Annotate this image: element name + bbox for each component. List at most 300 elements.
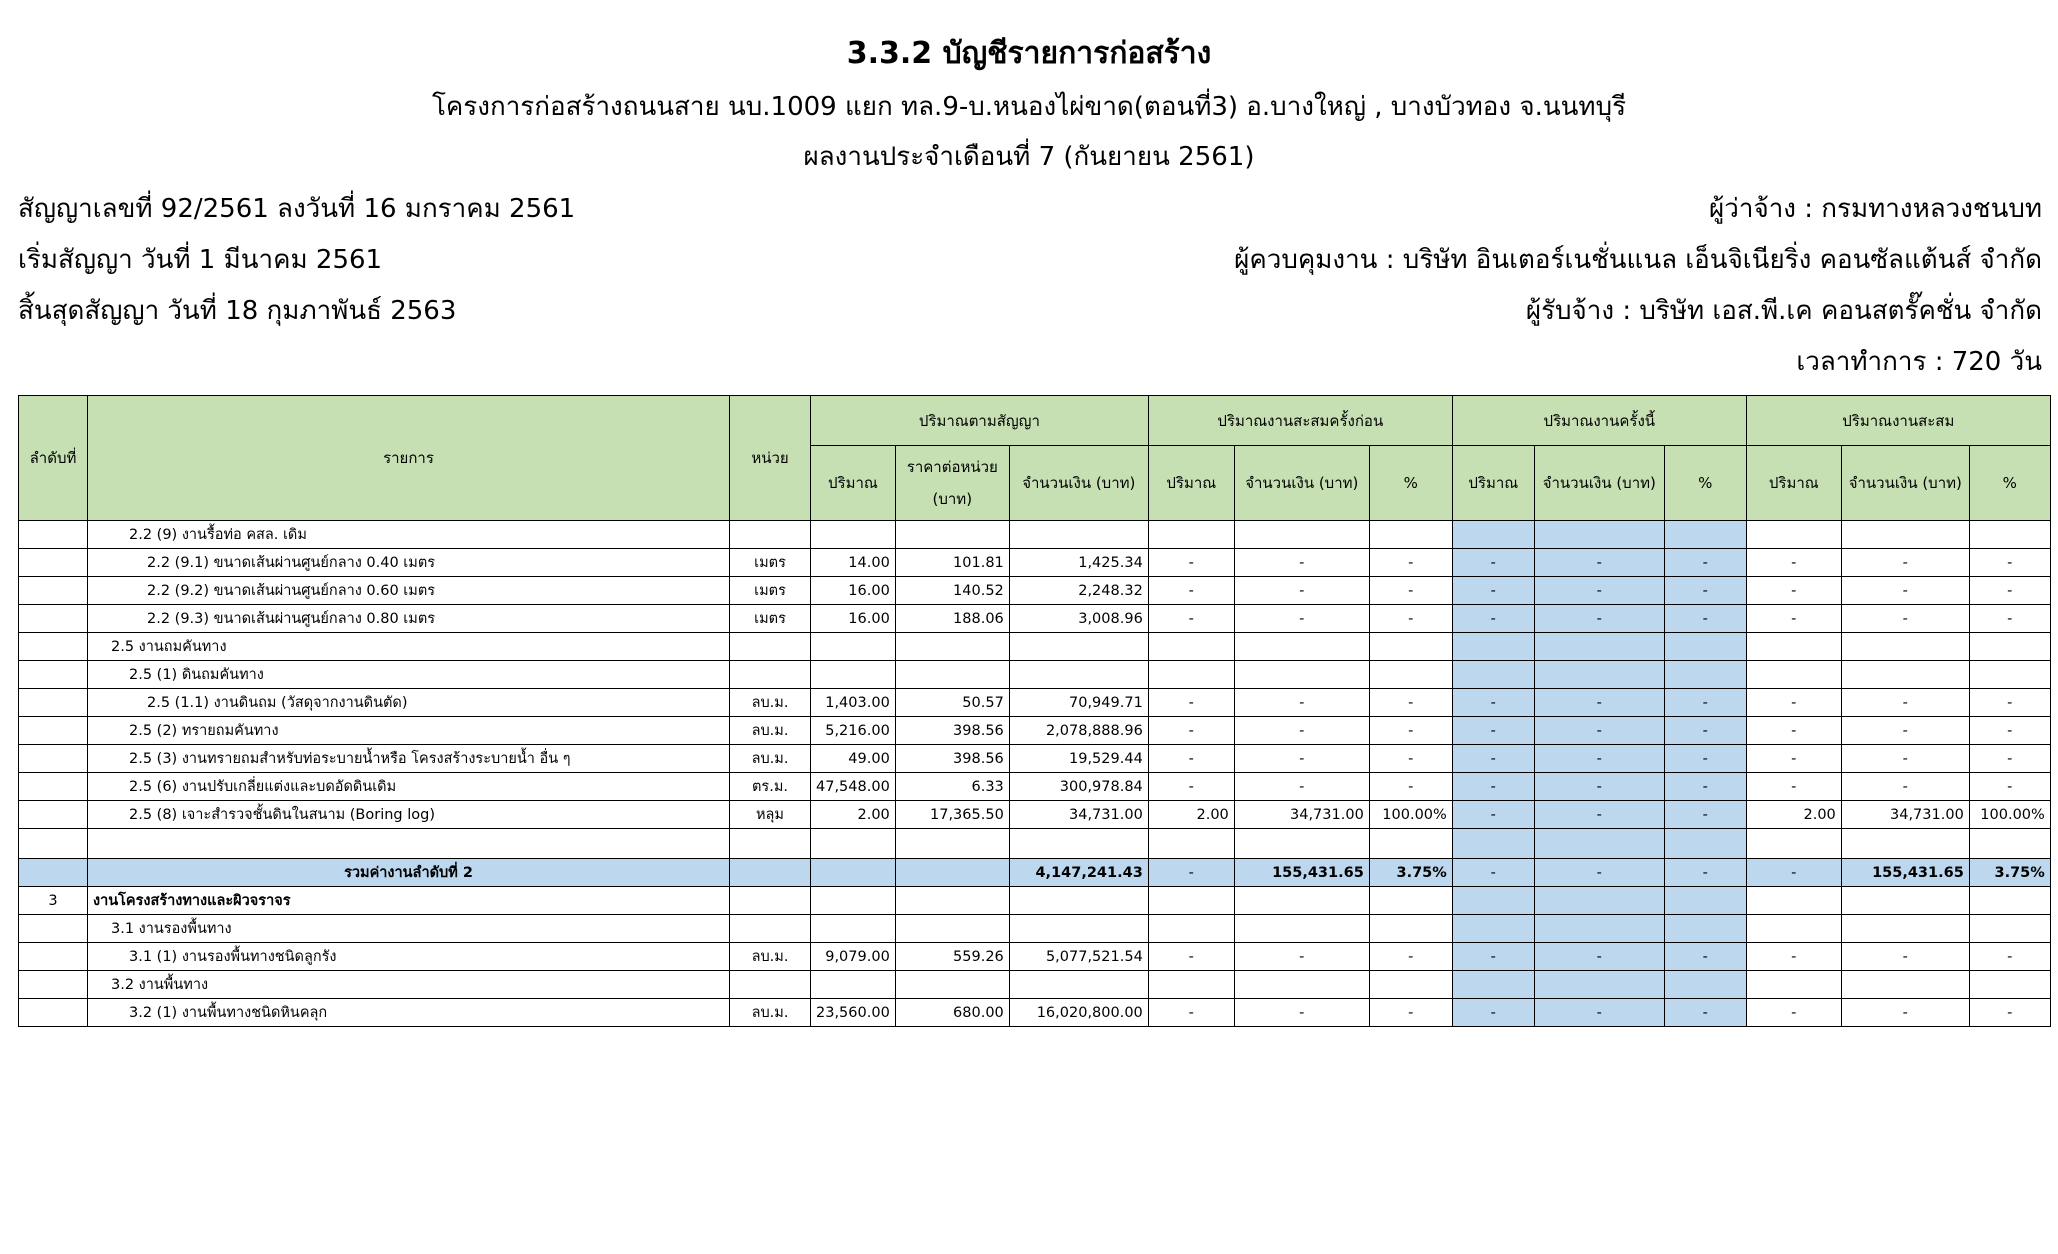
prev-amount-cell: - <box>1234 689 1369 717</box>
this-qty-cell: - <box>1452 801 1534 829</box>
unit-price-cell: 17,365.50 <box>895 801 1009 829</box>
this-percent-cell <box>1664 971 1746 999</box>
prev-amount-cell: - <box>1234 773 1369 801</box>
this-qty-cell: - <box>1452 689 1534 717</box>
cum-qty-cell: - <box>1746 773 1841 801</box>
supervisor: ผู้ควบคุมงาน : บริษัท อินเตอร์เนชั่นแนล เอ็นจิเนียริ่ง คอนซัลแต้นส์ จำกัด <box>1234 245 2042 275</box>
this-percent-cell: - <box>1664 859 1746 887</box>
prev-qty-cell <box>1148 971 1234 999</box>
table-row <box>19 829 2051 859</box>
construction-item-table <box>18 395 2051 1027</box>
cum-qty-cell <box>1746 661 1841 689</box>
this-qty-cell <box>1452 915 1534 943</box>
table-row <box>19 745 2051 773</box>
cum-percent-cell: - <box>1969 605 2050 633</box>
this-amount-cell <box>1534 971 1664 999</box>
this-qty-cell: - <box>1452 745 1534 773</box>
cum-qty-cell <box>1746 521 1841 549</box>
prev-qty-cell <box>1148 887 1234 915</box>
unit-price-cell: 188.06 <box>895 605 1009 633</box>
this-qty-cell <box>1452 661 1534 689</box>
prev-qty-cell: - <box>1148 773 1234 801</box>
item-cell: 2.2 (9.3) ขนาดเส้นผ่านศูนย์กลาง 0.80 เมตร <box>88 605 730 633</box>
header-cum-amount: จำนวนเงิน (บาท) <box>1841 446 1969 521</box>
unit-cell <box>730 661 811 689</box>
seq-cell <box>19 745 88 773</box>
seq-cell <box>19 915 88 943</box>
cum-amount-cell: - <box>1841 773 1969 801</box>
unit-cell: ลบ.ม. <box>730 999 811 1027</box>
this-amount-cell: - <box>1534 943 1664 971</box>
cum-percent-cell: - <box>1969 549 2050 577</box>
prev-qty-cell <box>1148 829 1234 859</box>
cum-qty-cell <box>1746 633 1841 661</box>
contract-qty-cell: 14.00 <box>811 549 896 577</box>
prev-amount-cell: - <box>1234 605 1369 633</box>
this-percent-cell <box>1664 633 1746 661</box>
cum-qty-cell: - <box>1746 689 1841 717</box>
this-percent-cell: - <box>1664 773 1746 801</box>
item-cell: 2.5 (6) งานปรับเกลี่ยแต่งและบดอัดดินเดิม <box>88 773 730 801</box>
table-row <box>19 801 2051 829</box>
header-prev-amount: จำนวนเงิน (บาท) <box>1234 446 1369 521</box>
cum-amount-cell: - <box>1841 745 1969 773</box>
this-amount-cell: - <box>1534 999 1664 1027</box>
prev-amount-cell <box>1234 521 1369 549</box>
contract-amount-cell <box>1009 971 1148 999</box>
prev-qty-cell <box>1148 661 1234 689</box>
cum-percent-cell: - <box>1969 999 2050 1027</box>
unit-cell: ตร.ม. <box>730 773 811 801</box>
cum-qty-cell <box>1746 829 1841 859</box>
header-this-percent: % <box>1664 446 1746 521</box>
table-row <box>19 549 2051 577</box>
header-contract-quantity: ปริมาณตามสัญญา <box>811 396 1149 446</box>
section-row <box>19 887 2051 915</box>
table-row <box>19 521 2051 549</box>
cum-qty-cell: - <box>1746 549 1841 577</box>
this-amount-cell: - <box>1534 605 1664 633</box>
item-cell: 3.2 (1) งานพื้นทางชนิดหินคลุก <box>88 999 730 1027</box>
header-this-qty: ปริมาณ <box>1452 446 1534 521</box>
this-percent-cell <box>1664 661 1746 689</box>
contract-amount-cell: 34,731.00 <box>1009 801 1148 829</box>
prev-qty-cell <box>1148 633 1234 661</box>
this-qty-cell: - <box>1452 859 1534 887</box>
contract-qty-cell: 49.00 <box>811 745 896 773</box>
item-cell: 2.5 (8) เจาะสำรวจชั้นดินในสนาม (Boring log) <box>88 801 730 829</box>
header-cum-percent: % <box>1969 446 2050 521</box>
cum-amount-cell <box>1841 633 1969 661</box>
this-amount-cell: - <box>1534 717 1664 745</box>
unit-price-cell <box>895 661 1009 689</box>
contract-qty-cell: 9,079.00 <box>811 943 896 971</box>
prev-percent-cell: - <box>1369 577 1452 605</box>
cum-percent-cell: 3.75% <box>1969 859 2050 887</box>
prev-percent-cell: - <box>1369 943 1452 971</box>
this-percent-cell <box>1664 887 1746 915</box>
prev-amount-cell <box>1234 915 1369 943</box>
cum-percent-cell: - <box>1969 745 2050 773</box>
prev-percent-cell <box>1369 521 1452 549</box>
unit-cell <box>730 859 811 887</box>
prev-qty-cell: - <box>1148 717 1234 745</box>
cum-amount-cell: - <box>1841 605 1969 633</box>
prev-percent-cell <box>1369 633 1452 661</box>
cum-percent-cell <box>1969 521 2050 549</box>
unit-price-cell: 398.56 <box>895 745 1009 773</box>
cum-qty-cell <box>1746 915 1841 943</box>
seq-cell <box>19 971 88 999</box>
prev-qty-cell: - <box>1148 745 1234 773</box>
contract-qty-cell: 47,548.00 <box>811 773 896 801</box>
cum-percent-cell: - <box>1969 943 2050 971</box>
prev-percent-cell: - <box>1369 689 1452 717</box>
this-percent-cell <box>1664 521 1746 549</box>
contract-qty-cell: 2.00 <box>811 801 896 829</box>
header-contract-amount: จำนวนเงิน (บาท) <box>1009 446 1148 521</box>
employer: ผู้ว่าจ้าง : กรมทางหลวงชนบท <box>1709 194 2042 224</box>
table-row <box>19 605 2051 633</box>
cum-qty-cell: - <box>1746 577 1841 605</box>
seq-cell <box>19 689 88 717</box>
prev-percent-cell: 3.75% <box>1369 859 1452 887</box>
cum-qty-cell <box>1746 887 1841 915</box>
header-cum-qty: ปริมาณ <box>1746 446 1841 521</box>
this-percent-cell: - <box>1664 745 1746 773</box>
cum-amount-cell: - <box>1841 717 1969 745</box>
prev-percent-cell: - <box>1369 605 1452 633</box>
this-qty-cell: - <box>1452 999 1534 1027</box>
prev-percent-cell <box>1369 971 1452 999</box>
contract-amount-cell: 2,248.32 <box>1009 577 1148 605</box>
seq-cell <box>19 577 88 605</box>
unit-price-cell: 140.52 <box>895 577 1009 605</box>
prev-percent-cell: 100.00% <box>1369 801 1452 829</box>
contract-qty-cell: 16.00 <box>811 605 896 633</box>
header-previous-cumulative: ปริมาณงานสะสมครั้งก่อน <box>1148 396 1452 446</box>
table-row <box>19 999 2051 1027</box>
cum-qty-cell: - <box>1746 943 1841 971</box>
prev-amount-cell: - <box>1234 549 1369 577</box>
prev-percent-cell: - <box>1369 717 1452 745</box>
cum-amount-cell <box>1841 915 1969 943</box>
unit-cell: ลบ.ม. <box>730 943 811 971</box>
cum-percent-cell <box>1969 971 2050 999</box>
cum-percent-cell <box>1969 829 2050 859</box>
unit-cell <box>730 829 811 859</box>
cum-qty-cell: - <box>1746 745 1841 773</box>
prev-percent-cell <box>1369 887 1452 915</box>
header-this-period: ปริมาณงานครั้งนี้ <box>1452 396 1746 446</box>
contract-qty-cell <box>811 829 896 859</box>
seq-cell <box>19 605 88 633</box>
unit-cell: ลบ.ม. <box>730 717 811 745</box>
contract-qty-cell <box>811 521 896 549</box>
contract-amount-cell <box>1009 915 1148 943</box>
this-percent-cell: - <box>1664 577 1746 605</box>
unit-price-cell <box>895 915 1009 943</box>
this-percent-cell: - <box>1664 999 1746 1027</box>
contract-amount-cell <box>1009 633 1148 661</box>
this-amount-cell: - <box>1534 801 1664 829</box>
contract-number: สัญญาเลขที่ 92/2561 ลงวันที่ 16 มกราคม 2561 <box>18 194 576 224</box>
contract-amount-cell: 70,949.71 <box>1009 689 1148 717</box>
prev-qty-cell: - <box>1148 943 1234 971</box>
unit-cell: เมตร <box>730 605 811 633</box>
header-seq: ลำดับที่ <box>19 396 88 521</box>
table-row <box>19 633 2051 661</box>
this-percent-cell: - <box>1664 801 1746 829</box>
this-percent-cell: - <box>1664 943 1746 971</box>
this-qty-cell <box>1452 633 1534 661</box>
prev-amount-cell: - <box>1234 999 1369 1027</box>
header-unit-price: ราคาต่อหน่วย (บาท) <box>895 446 1009 521</box>
item-cell: 2.5 (2) ทรายถมคันทาง <box>88 717 730 745</box>
cum-qty-cell: 2.00 <box>1746 801 1841 829</box>
this-amount-cell: - <box>1534 745 1664 773</box>
this-amount-cell <box>1534 887 1664 915</box>
header-item: รายการ <box>88 396 730 521</box>
unit-cell <box>730 633 811 661</box>
prev-amount-cell: 34,731.00 <box>1234 801 1369 829</box>
table-row <box>19 661 2051 689</box>
item-cell: 2.5 งานถมคันทาง <box>88 633 730 661</box>
cum-qty-cell: - <box>1746 717 1841 745</box>
this-qty-cell: - <box>1452 577 1534 605</box>
prev-qty-cell: 2.00 <box>1148 801 1234 829</box>
contract-amount-cell: 1,425.34 <box>1009 549 1148 577</box>
contract-amount-cell: 16,020,800.00 <box>1009 999 1148 1027</box>
item-cell: 2.5 (1.1) งานดินถม (วัสดุจากงานดินตัด) <box>88 689 730 717</box>
work-duration: เวลาทำการ : 720 วัน <box>1796 347 2042 377</box>
cum-qty-cell: - <box>1746 999 1841 1027</box>
cum-amount-cell <box>1841 971 1969 999</box>
seq-cell <box>19 633 88 661</box>
contract-qty-cell <box>811 971 896 999</box>
prev-percent-cell <box>1369 661 1452 689</box>
cum-amount-cell: 155,431.65 <box>1841 859 1969 887</box>
seq-cell <box>19 521 88 549</box>
document-title: 3.3.2 บัญชีรายการก่อสร้าง <box>846 36 1212 71</box>
this-qty-cell: - <box>1452 943 1534 971</box>
seq-cell <box>19 999 88 1027</box>
cum-amount-cell <box>1841 887 1969 915</box>
item-cell: 3.1 งานรองพื้นทาง <box>88 915 730 943</box>
unit-cell <box>730 915 811 943</box>
table-row <box>19 689 2051 717</box>
header-cumulative: ปริมาณงานสะสม <box>1746 396 2050 446</box>
contract-qty-cell <box>811 661 896 689</box>
cum-qty-cell: - <box>1746 605 1841 633</box>
unit-price-cell <box>895 521 1009 549</box>
unit-price-cell <box>895 971 1009 999</box>
prev-percent-cell: - <box>1369 549 1452 577</box>
prev-qty-cell: - <box>1148 689 1234 717</box>
table-row <box>19 717 2051 745</box>
cum-percent-cell: - <box>1969 773 2050 801</box>
this-qty-cell <box>1452 521 1534 549</box>
contract-amount-cell <box>1009 661 1148 689</box>
contract-amount-cell: 5,077,521.54 <box>1009 943 1148 971</box>
this-percent-cell <box>1664 915 1746 943</box>
prev-amount-cell: - <box>1234 577 1369 605</box>
unit-price-cell <box>895 829 1009 859</box>
header-unit: หน่วย <box>730 396 811 521</box>
prev-qty-cell <box>1148 521 1234 549</box>
prev-percent-cell: - <box>1369 773 1452 801</box>
cum-percent-cell: - <box>1969 577 2050 605</box>
unit-price-cell: 6.33 <box>895 773 1009 801</box>
this-amount-cell: - <box>1534 773 1664 801</box>
seq-cell <box>19 661 88 689</box>
unit-price-cell <box>895 887 1009 915</box>
contract-end: สิ้นสุดสัญญา วันที่ 18 กุมภาพันธ์ 2563 <box>18 296 457 326</box>
subtotal-row <box>19 859 2051 887</box>
prev-qty-cell: - <box>1148 999 1234 1027</box>
cum-qty-cell: - <box>1746 859 1841 887</box>
contract-qty-cell: 23,560.00 <box>811 999 896 1027</box>
item-cell: 2.2 (9) งานรื้อท่อ คสล. เดิม <box>88 521 730 549</box>
this-percent-cell <box>1664 829 1746 859</box>
this-qty-cell <box>1452 829 1534 859</box>
cum-percent-cell: - <box>1969 689 2050 717</box>
cum-amount-cell <box>1841 829 1969 859</box>
prev-amount-cell <box>1234 661 1369 689</box>
unit-price-cell: 398.56 <box>895 717 1009 745</box>
header-this-amount: จำนวนเงิน (บาท) <box>1534 446 1664 521</box>
cum-amount-cell: - <box>1841 549 1969 577</box>
contract-start: เริ่มสัญญา วันที่ 1 มีนาคม 2561 <box>18 245 383 275</box>
this-percent-cell: - <box>1664 689 1746 717</box>
prev-amount-cell: - <box>1234 943 1369 971</box>
seq-cell <box>19 829 88 859</box>
unit-cell: ลบ.ม. <box>730 745 811 773</box>
contractor: ผู้รับจ้าง : บริษัท เอส.พี.เค คอนสตรั๊คชั่น จำกัด <box>1525 296 2042 326</box>
this-qty-cell: - <box>1452 717 1534 745</box>
item-cell: งานโครงสร้างทางและผิวจราจร <box>88 887 730 915</box>
contract-qty-cell <box>811 633 896 661</box>
prev-amount-cell: - <box>1234 717 1369 745</box>
this-percent-cell: - <box>1664 717 1746 745</box>
cum-amount-cell: - <box>1841 689 1969 717</box>
item-cell: 3.2 งานพื้นทาง <box>88 971 730 999</box>
prev-qty-cell: - <box>1148 549 1234 577</box>
prev-percent-cell <box>1369 829 1452 859</box>
this-percent-cell: - <box>1664 549 1746 577</box>
this-percent-cell: - <box>1664 605 1746 633</box>
seq-cell <box>19 717 88 745</box>
prev-qty-cell: - <box>1148 577 1234 605</box>
seq-cell <box>19 801 88 829</box>
seq-cell <box>19 773 88 801</box>
header-prev-qty: ปริมาณ <box>1148 446 1234 521</box>
unit-cell: เมตร <box>730 549 811 577</box>
prev-amount-cell: 155,431.65 <box>1234 859 1369 887</box>
unit-cell: ลบ.ม. <box>730 689 811 717</box>
prev-amount-cell <box>1234 887 1369 915</box>
cum-qty-cell <box>1746 971 1841 999</box>
contract-qty-cell: 5,216.00 <box>811 717 896 745</box>
unit-cell <box>730 887 811 915</box>
item-cell <box>88 829 730 859</box>
cum-percent-cell: - <box>1969 717 2050 745</box>
table-row <box>19 773 2051 801</box>
item-cell: รวมค่างานลำดับที่ 2 <box>88 859 730 887</box>
contract-amount-cell: 2,078,888.96 <box>1009 717 1148 745</box>
contract-amount-cell: 300,978.84 <box>1009 773 1148 801</box>
unit-price-cell: 680.00 <box>895 999 1009 1027</box>
unit-price-cell: 50.57 <box>895 689 1009 717</box>
unit-price-cell <box>895 633 1009 661</box>
prev-qty-cell: - <box>1148 859 1234 887</box>
this-qty-cell: - <box>1452 549 1534 577</box>
cum-amount-cell <box>1841 521 1969 549</box>
prev-qty-cell: - <box>1148 605 1234 633</box>
project-name: โครงการก่อสร้างถนนสาย นบ.1009 แยก ทล.9-บ.หนองไผ่ขาด(ตอนที่3) อ.บางใหญ่ , บางบัวทอง จ.นนทบุรี <box>431 92 1627 122</box>
this-amount-cell <box>1534 661 1664 689</box>
cum-percent-cell <box>1969 633 2050 661</box>
report-period: ผลงานประจำเดือนที่ 7 (กันยายน 2561) <box>803 142 1255 172</box>
this-amount-cell <box>1534 829 1664 859</box>
this-qty-cell: - <box>1452 773 1534 801</box>
prev-amount-cell <box>1234 971 1369 999</box>
prev-percent-cell: - <box>1369 999 1452 1027</box>
unit-cell: หลุม <box>730 801 811 829</box>
item-cell: 3.1 (1) งานรองพื้นทางชนิดลูกรัง <box>88 943 730 971</box>
prev-percent-cell: - <box>1369 745 1452 773</box>
table-row <box>19 943 2051 971</box>
table-row <box>19 915 2051 943</box>
unit-price-cell <box>895 859 1009 887</box>
seq-cell <box>19 943 88 971</box>
this-qty-cell <box>1452 887 1534 915</box>
prev-amount-cell: - <box>1234 745 1369 773</box>
contract-amount-cell: 3,008.96 <box>1009 605 1148 633</box>
unit-price-cell: 101.81 <box>895 549 1009 577</box>
unit-cell <box>730 971 811 999</box>
contract-amount-cell <box>1009 521 1148 549</box>
header-prev-percent: % <box>1369 446 1452 521</box>
this-amount-cell <box>1534 521 1664 549</box>
item-cell: 2.2 (9.2) ขนาดเส้นผ่านศูนย์กลาง 0.60 เมตร <box>88 577 730 605</box>
cum-amount-cell: 34,731.00 <box>1841 801 1969 829</box>
header-contract-qty: ปริมาณ <box>811 446 896 521</box>
contract-amount-cell: 19,529.44 <box>1009 745 1148 773</box>
prev-amount-cell <box>1234 829 1369 859</box>
item-cell: 2.5 (1) ดินถมคันทาง <box>88 661 730 689</box>
seq-cell <box>19 859 88 887</box>
this-qty-cell: - <box>1452 605 1534 633</box>
cum-percent-cell <box>1969 661 2050 689</box>
item-cell: 2.5 (3) งานทรายถมสำหรับท่อระบายน้ำหรือ โครงสร้างระบายน้ำ อื่น ๆ <box>88 745 730 773</box>
cum-amount-cell: - <box>1841 999 1969 1027</box>
cum-amount-cell: - <box>1841 577 1969 605</box>
cum-percent-cell: 100.00% <box>1969 801 2050 829</box>
unit-cell <box>730 521 811 549</box>
seq-cell: 3 <box>19 887 88 915</box>
cum-amount-cell: - <box>1841 943 1969 971</box>
contract-amount-cell: 4,147,241.43 <box>1009 859 1148 887</box>
table-row <box>19 577 2051 605</box>
item-cell: 2.2 (9.1) ขนาดเส้นผ่านศูนย์กลาง 0.40 เมตร <box>88 549 730 577</box>
cum-amount-cell <box>1841 661 1969 689</box>
this-amount-cell: - <box>1534 549 1664 577</box>
cum-percent-cell <box>1969 915 2050 943</box>
seq-cell <box>19 549 88 577</box>
contract-amount-cell <box>1009 887 1148 915</box>
contract-qty-cell: 1,403.00 <box>811 689 896 717</box>
